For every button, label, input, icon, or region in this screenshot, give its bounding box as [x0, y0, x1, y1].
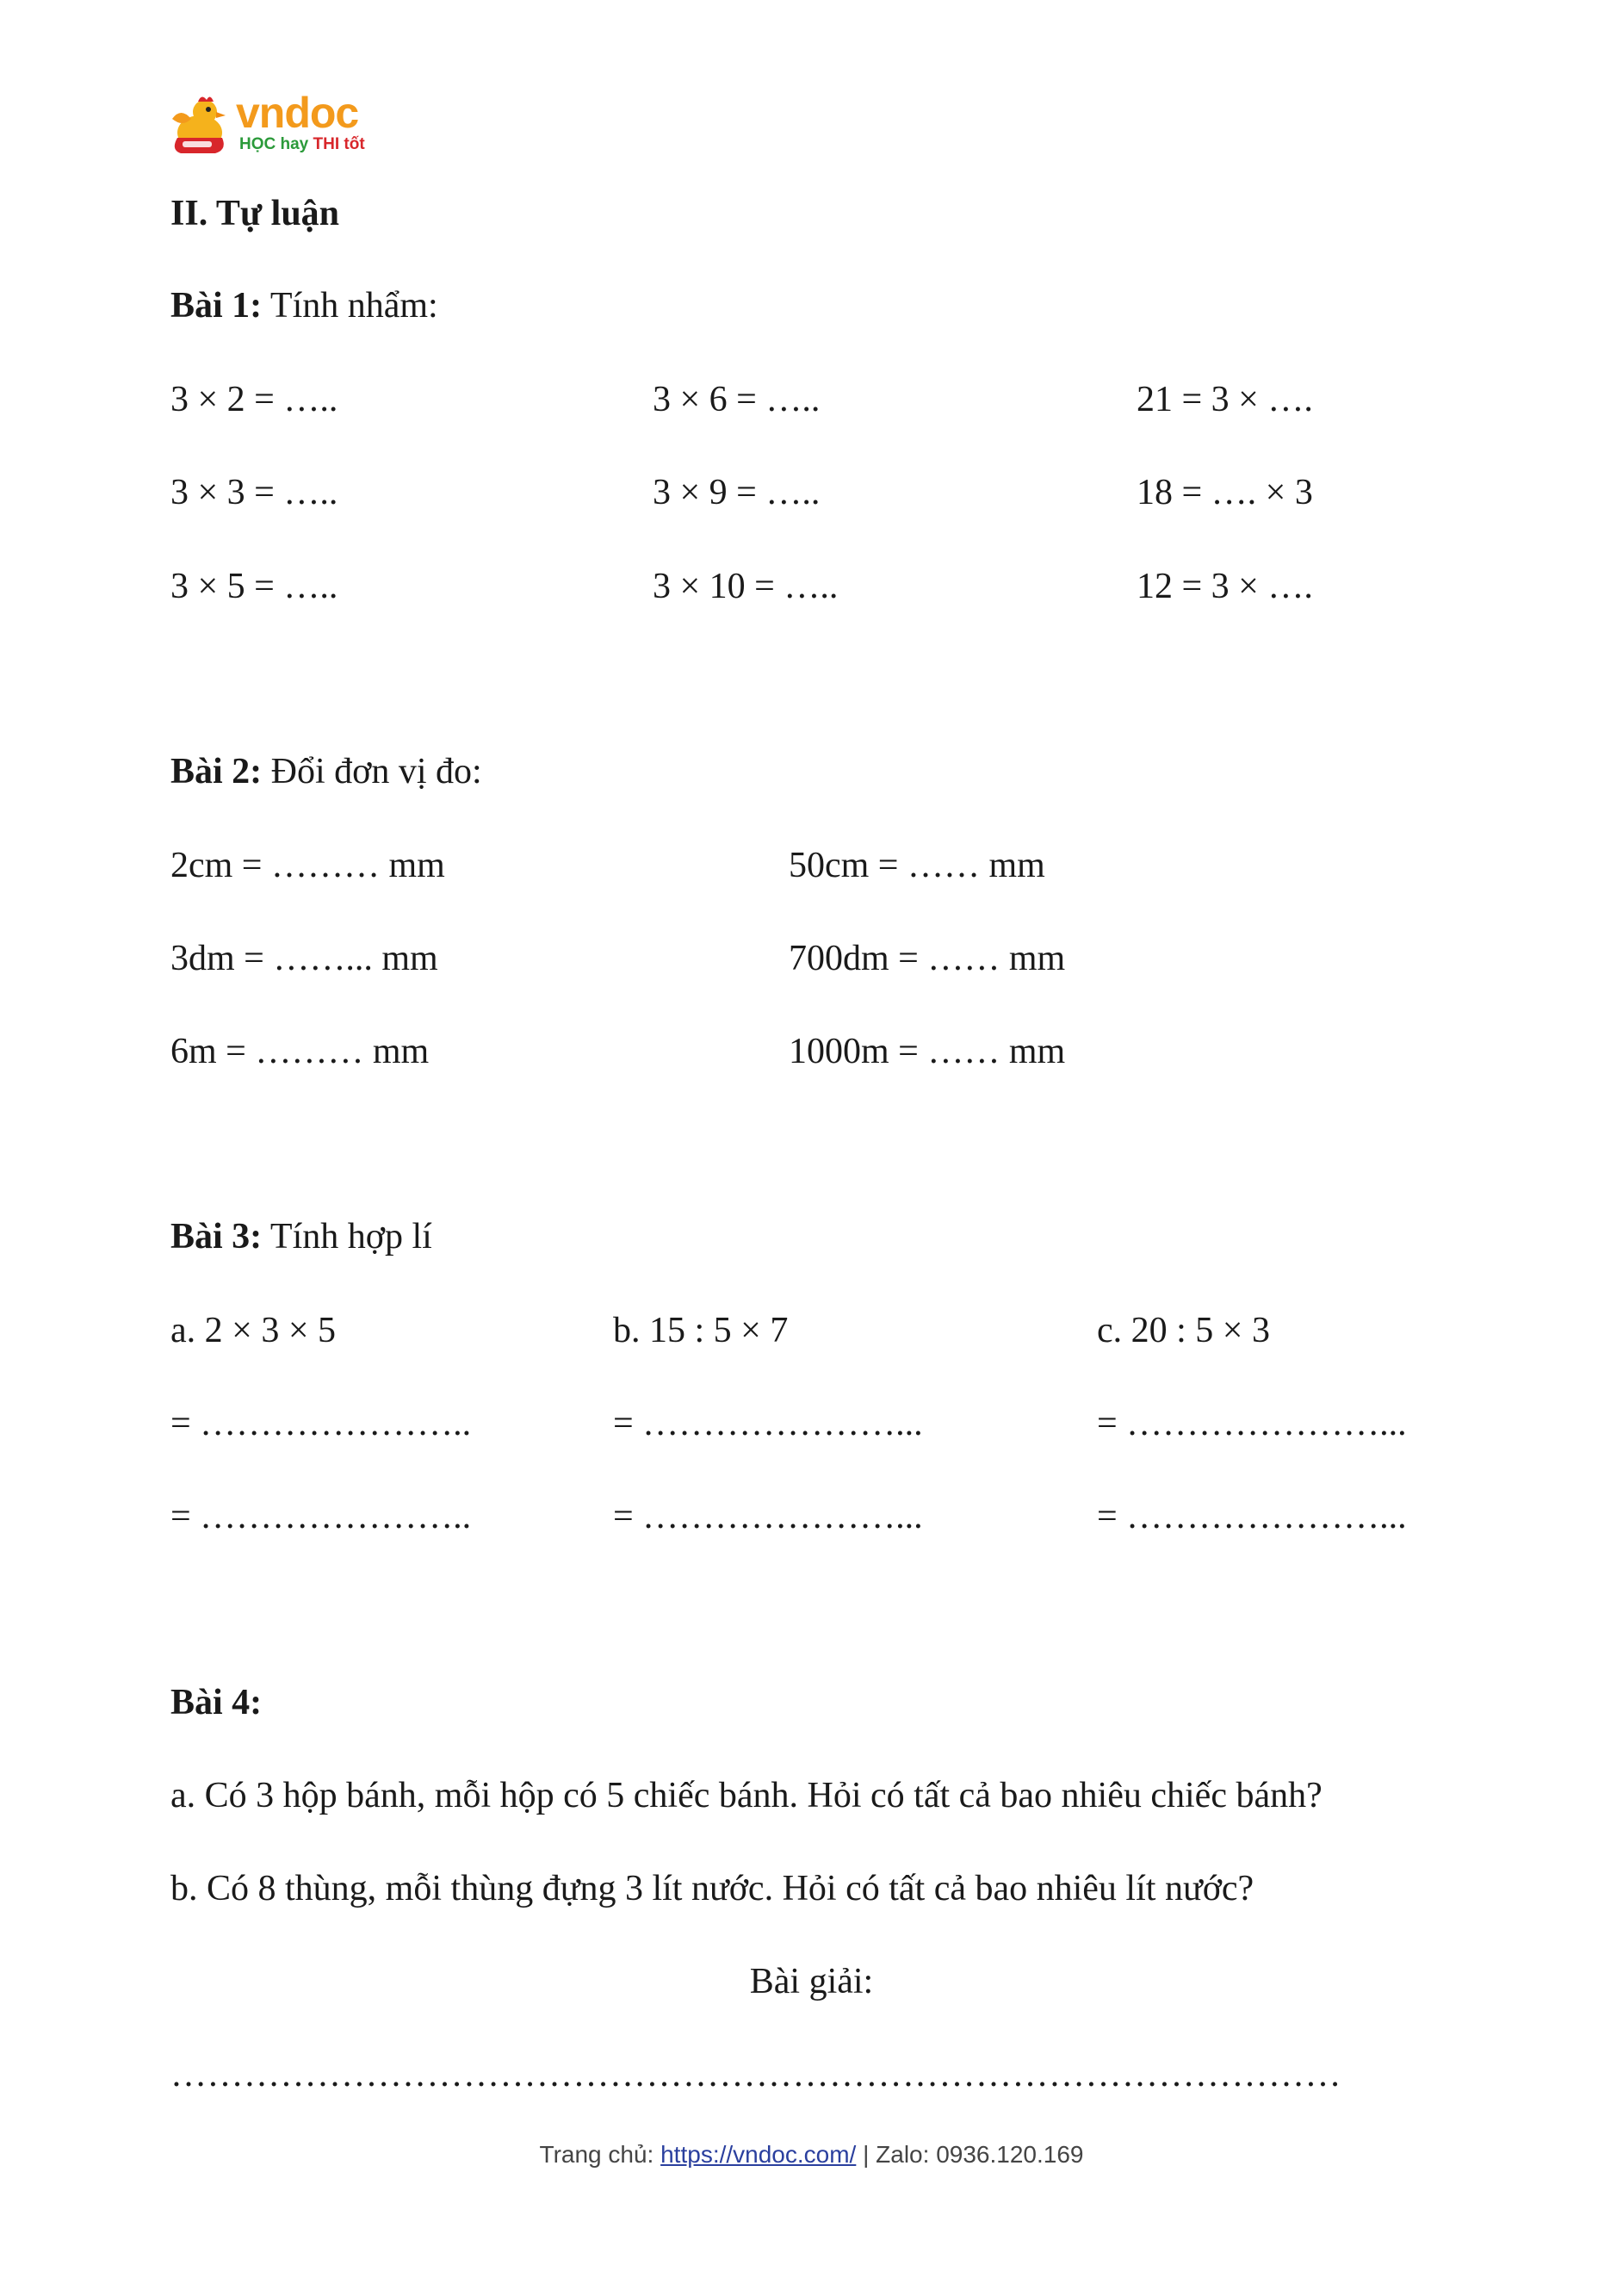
bai3-answer-line: = …………………... [613, 1404, 923, 1443]
bai3-answer-line: = ………………….. [170, 1404, 472, 1443]
bai1-item: 3 × 10 = ….. [653, 567, 839, 606]
bai3-answer-line: = …………………... [613, 1497, 923, 1536]
page-footer: Trang chủ: https://vndoc.com/ | Zalo: 0936.120.169 [539, 2141, 1084, 2168]
logo-tagline: HỌC hay THI tốt [239, 135, 365, 153]
bai4-question-b: b. Có 8 thùng, mỗi thùng đựng 3 lít nước. Hỏi có tất cả bao nhiêu lít nước? [170, 1869, 1254, 1908]
bai2-item: 1000m = …… mm [789, 1032, 1066, 1071]
bai2-item: 6m = ……… mm [170, 1032, 430, 1071]
bai3-heading: Bài 3: Tính hợp lí [170, 1217, 432, 1257]
vndoc-logo [169, 90, 375, 158]
bai1-item: 3 × 6 = ….. [653, 380, 821, 419]
bai4-question-a: a. Có 3 hộp bánh, mỗi hộp có 5 chiếc bánh. Hỏi có tất cả bao nhiêu chiếc bánh? [170, 1776, 1323, 1815]
bai3-problem: c. 20 : 5 × 3 [1097, 1311, 1270, 1350]
bai1-item: 3 × 5 = ….. [170, 567, 338, 606]
solution-title: Bài giải: [749, 1962, 874, 2001]
logo-wordmark: vndoc [236, 89, 359, 137]
bai3-problem: b. 15 : 5 × 7 [613, 1311, 789, 1350]
bai4-heading: Bài 4: [170, 1683, 263, 1722]
homepage-link[interactable]: https://vndoc.com/ [660, 2141, 857, 2168]
bai3-answer-line: = …………………... [1097, 1404, 1407, 1443]
section-title: II. Tự luận [170, 194, 340, 233]
bai3-answer-line: = ………………….. [170, 1497, 472, 1536]
bai1-item: 21 = 3 × …. [1137, 380, 1313, 419]
bai1-item: 12 = 3 × …. [1137, 567, 1313, 606]
bai2-item: 50cm = …… mm [789, 846, 1045, 885]
rooster-mascot-icon [169, 93, 231, 157]
bai1-item: 18 = …. × 3 [1137, 473, 1313, 512]
bai3-problem: a. 2 × 3 × 5 [170, 1311, 337, 1350]
bai2-item: 3dm = ……... mm [170, 939, 438, 978]
bai1-item: 3 × 2 = ….. [170, 380, 338, 419]
bai2-item: 700dm = …… mm [789, 939, 1066, 978]
bai2-item: 2cm = ……… mm [170, 846, 445, 885]
answer-dotted-line: …………………………………………………………………………………… [170, 2057, 1341, 2093]
bai2-heading: Bài 2: Đổi đơn vị đo: [170, 752, 482, 791]
bai1-item: 3 × 3 = ….. [170, 473, 338, 512]
bai1-heading: Bài 1: Tính nhẩm: [170, 286, 438, 326]
bai1-item: 3 × 9 = ….. [653, 473, 821, 512]
bai3-answer-line: = …………………... [1097, 1497, 1407, 1536]
